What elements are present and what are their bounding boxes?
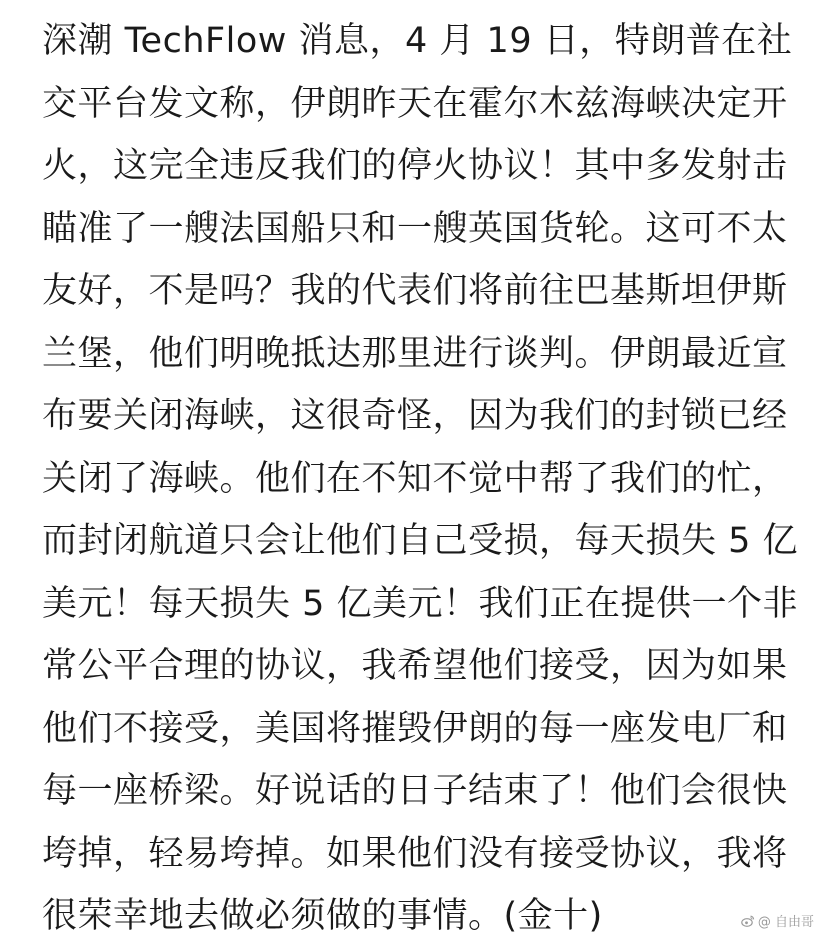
weibo-logo-icon <box>741 914 755 928</box>
article-line: 很荣幸地去做必须做的事情。(金十) <box>42 896 603 936</box>
watermark-text: @ 自由哥 <box>757 915 814 930</box>
article-line: 火，这完全违反我们的停火协议！其中多发射击 <box>42 146 788 186</box>
article-line: 美元！每天损失 5 亿美元！我们正在提供一个非 <box>42 583 799 624</box>
watermark <box>741 911 814 930</box>
article-line: 瞄准了一艘法国船只和一艘英国货轮。这可不太 <box>42 208 788 249</box>
article-line: 深潮 TechFlow 消息，4 月 19 日，特朗普在社 <box>42 21 793 61</box>
article-line: 交平台发文称，伊朗昨天在霍尔木兹海峡决定开 <box>42 83 788 124</box>
article-line: 常公平合理的协议，我希望他们接受，因为如果 <box>42 646 788 686</box>
article-line: 他们不接受，美国将摧毁伊朗的每一座发电厂和 <box>42 708 788 749</box>
article-body <box>42 10 812 948</box>
article-line: 兰堡，他们明晚抵达那里进行谈判。伊朗最近宣 <box>42 333 788 374</box>
article-line: 友好，不是吗？我的代表们将前往巴基斯坦伊斯 <box>42 271 788 311</box>
article-line: 布要关闭海峡，这很奇怪，因为我们的封锁已经 <box>42 396 788 436</box>
article-line: 关闭了海峡。他们在不知不觉中帮了我们的忙， <box>42 458 788 499</box>
article-line: 垮掉，轻易垮掉。如果他们没有接受协议，我将 <box>42 833 788 874</box>
article-line: 而封闭航道只会让他们自己受损，每天损失 5 亿 <box>42 521 799 561</box>
article-line: 每一座桥梁。好说话的日子结束了！他们会很快 <box>42 771 788 811</box>
